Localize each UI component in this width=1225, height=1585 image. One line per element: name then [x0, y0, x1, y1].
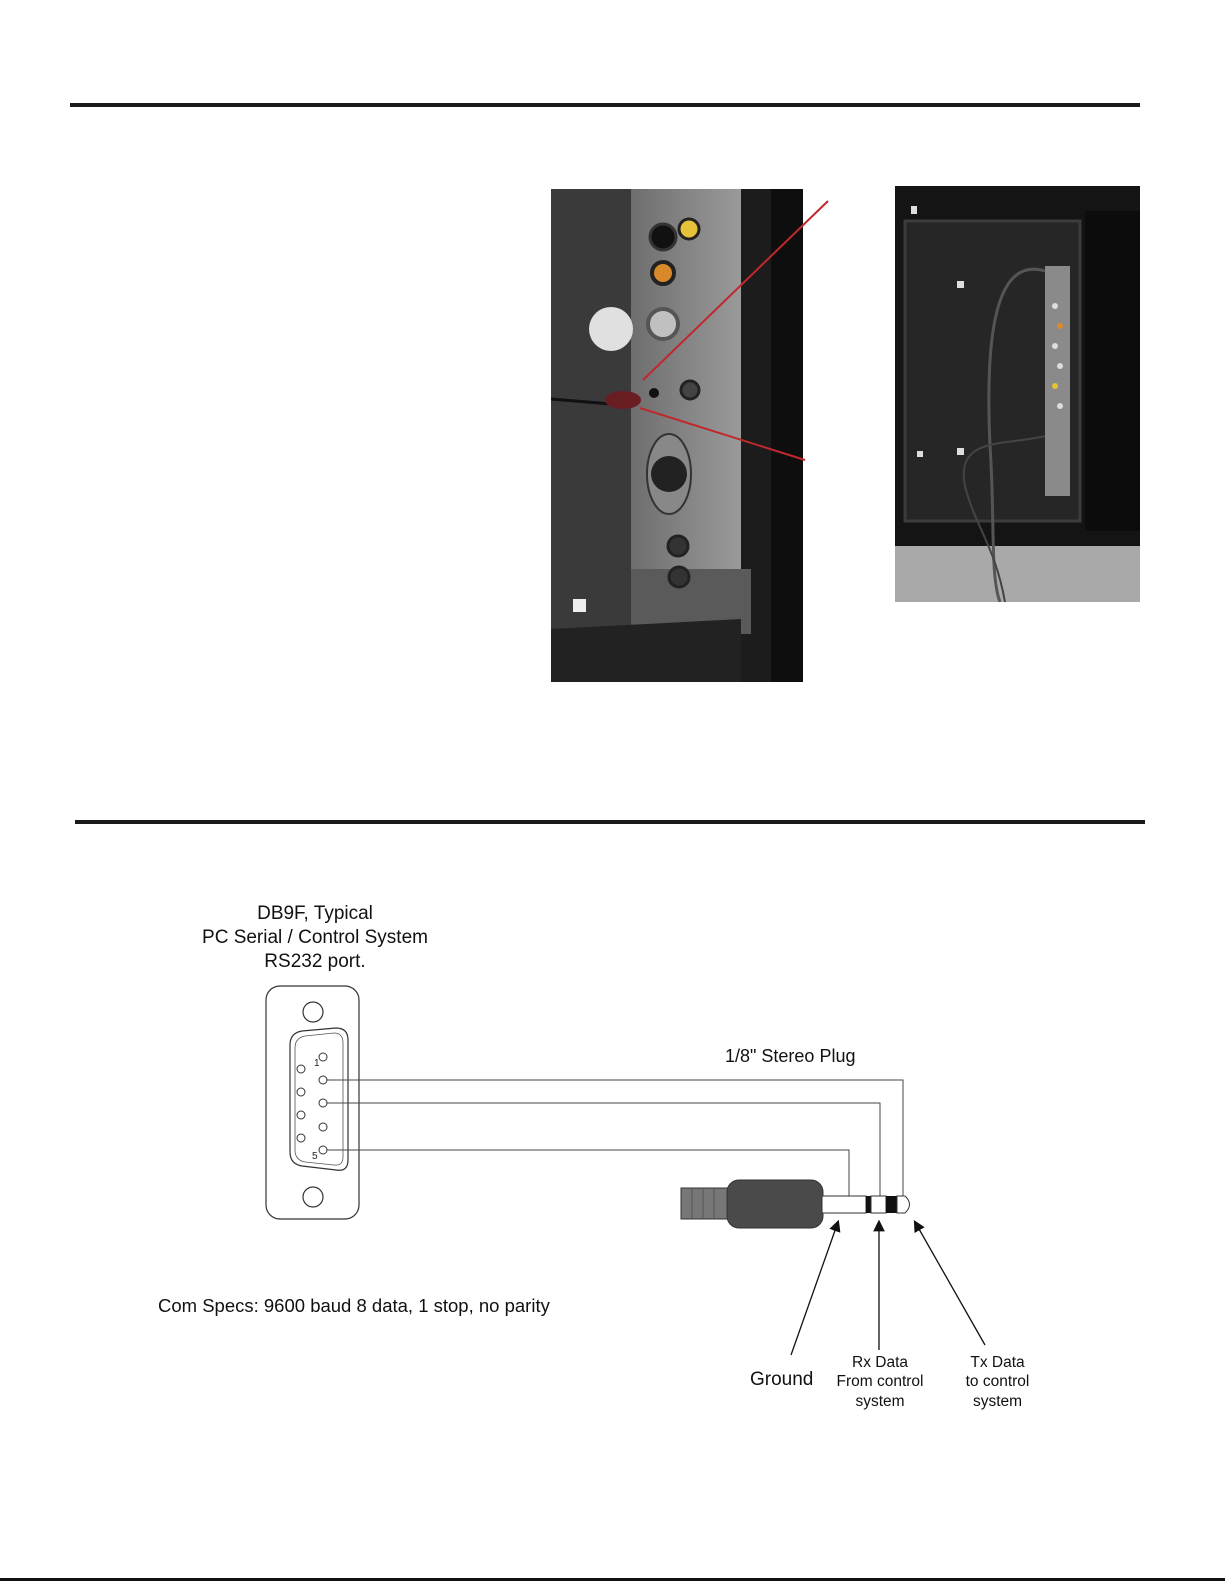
tx-line-1: Tx Data: [970, 1354, 1025, 1371]
pin-1-label: 1: [314, 1058, 320, 1069]
callout-arrows: [791, 1222, 985, 1355]
footer-rule: [0, 1578, 1225, 1581]
db9-caption-line-3: RS232 port.: [264, 950, 366, 972]
com-specs: Com Specs: 9600 baud 8 data, 1 stop, no parity: [158, 1295, 550, 1316]
rx-line-1: Rx Data: [852, 1354, 908, 1371]
ground-label: Ground: [750, 1369, 814, 1390]
wires: [327, 1080, 903, 1196]
rx-data-label: [825, 1353, 935, 1411]
rx-line-3: system: [855, 1392, 905, 1410]
stereo-plug: [681, 1180, 910, 1228]
tx-line-3: system: [972, 1392, 1023, 1410]
pin-5-label: 5: [312, 1151, 318, 1162]
db9-caption-line-2: PC Serial / Control System: [202, 926, 428, 948]
stereo-plug-label: 1/8" Stereo Plug: [725, 1046, 856, 1066]
rx-line-2: From control: [836, 1373, 924, 1391]
db9-caption-line-1: DB9F, Typical: [257, 903, 373, 924]
tx-line-2: to control: [965, 1373, 1030, 1391]
tx-data-label: [945, 1353, 1050, 1411]
